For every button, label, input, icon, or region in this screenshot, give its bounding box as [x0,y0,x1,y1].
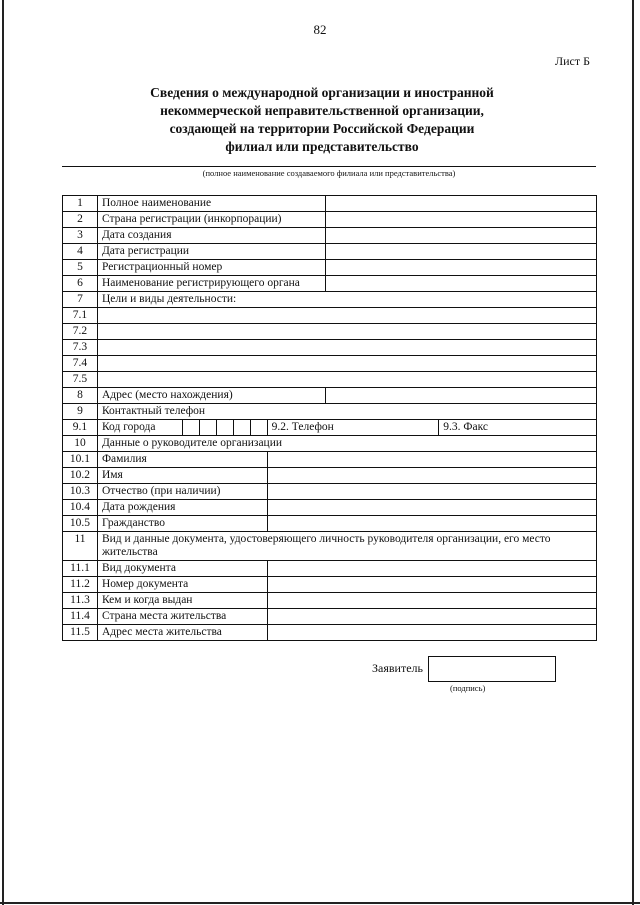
applicant-label: Заявитель [372,661,423,675]
value-field[interactable] [267,516,596,532]
city-code-label: Код города [97,420,182,436]
value-field[interactable] [267,500,596,516]
row-label: Отчество (при наличии) [97,484,267,500]
value-field[interactable] [267,625,596,641]
table-row [63,372,597,388]
row-label: Номер документа [97,577,267,593]
table-row [63,196,597,212]
value-field[interactable] [325,260,596,276]
value-field[interactable] [325,228,596,244]
row-number: 10.3 [63,484,98,500]
row-label: Дата создания [97,228,325,244]
row-label: Страна регистрации (инкорпорации) [97,212,325,228]
table-row [63,532,597,561]
table-row [63,516,597,532]
row-number: 7 [63,292,98,308]
row-number: 9 [63,404,98,420]
table-row [63,561,597,577]
row-number: 10.2 [63,468,98,484]
city-code-digit[interactable] [182,420,199,436]
row-number: 4 [63,244,98,260]
table-row [63,500,597,516]
organization-form-table [62,195,597,641]
value-field[interactable] [325,212,596,228]
row-number: 7.2 [63,324,98,340]
branch-name-line[interactable] [62,166,596,167]
row-number: 10.4 [63,500,98,516]
table-row [63,609,597,625]
row-number: 1 [63,196,98,212]
row-number: 11.2 [63,577,98,593]
activity-field[interactable] [97,324,596,340]
activity-field[interactable] [97,372,596,388]
row-label: Кем и когда выдан [97,593,267,609]
row-label: Цели и виды деятельности: [97,292,596,308]
value-field[interactable] [325,276,596,292]
table-row [63,436,597,452]
row-number: 2 [63,212,98,228]
table-row [63,452,597,468]
page-border-left [2,0,4,905]
row-number: 8 [63,388,98,404]
row-number: 10 [63,436,98,452]
row-number: 7.5 [63,372,98,388]
table-row [63,577,597,593]
activity-field[interactable] [97,340,596,356]
table-row [63,228,597,244]
row-number: 7.3 [63,340,98,356]
table-row [63,420,597,436]
table-row [63,244,597,260]
table-row [63,276,597,292]
title-line: Сведения о международной организации и иностранной [150,85,494,100]
table-row [63,260,597,276]
table-row [63,468,597,484]
row-number: 11.5 [63,625,98,641]
page-number: 82 [313,22,327,37]
signature-hint: (подпись) [450,683,486,693]
table-row [63,212,597,228]
value-field[interactable] [267,452,596,468]
row-number: 7.1 [63,308,98,324]
page-border-right [632,0,634,905]
value-field[interactable] [267,561,596,577]
row-label: Дата рождения [97,500,267,516]
row-label: Фамилия [97,452,267,468]
city-code-digit[interactable] [250,420,267,436]
table-row [63,340,597,356]
table-row [63,356,597,372]
row-label: Адрес (место нахождения) [97,388,325,404]
title-line: создающей на территории Российской Федерации [169,121,475,136]
fax-field[interactable]: 9.3. Факс [439,420,597,436]
table-row [63,625,597,641]
document-title [100,84,544,156]
row-number: 11.1 [63,561,98,577]
value-field[interactable] [267,484,596,500]
row-label: Гражданство [97,516,267,532]
table-row [63,484,597,500]
value-field[interactable] [267,593,596,609]
activity-field[interactable] [97,356,596,372]
table-row [63,324,597,340]
value-field[interactable] [267,468,596,484]
value-field[interactable] [267,609,596,625]
row-label: Дата регистрации [97,244,325,260]
city-code-digit[interactable] [233,420,250,436]
row-number: 3 [63,228,98,244]
sheet-label: Лист Б [555,54,591,68]
table-row [63,593,597,609]
table-row [63,292,597,308]
row-label: Страна места жительства [97,609,267,625]
row-label: Контактный телефон [97,404,596,420]
table-row [63,404,597,420]
signature-field[interactable] [428,656,556,682]
row-label: Регистрационный номер [97,260,325,276]
row-label: Имя [97,468,267,484]
title-line: филиал или представительство [225,139,419,154]
city-code-digit[interactable] [216,420,233,436]
branch-name-hint: (полное наименование создаваемого филиала или представительства) [202,168,456,178]
row-number: 7.4 [63,356,98,372]
table-row [63,388,597,404]
value-field[interactable] [325,244,596,260]
phone-field[interactable]: 9.2. Телефон [267,420,439,436]
row-number: 6 [63,276,98,292]
row-label: Адрес места жительства [97,625,267,641]
row-number: 10.1 [63,452,98,468]
row-label: Наименование регистрирующего органа [97,276,325,292]
row-number: 11 [63,532,98,561]
row-number: 9.1 [63,420,98,436]
row-number: 11.3 [63,593,98,609]
row-label: Полное наименование [97,196,325,212]
activity-field[interactable] [97,308,596,324]
table-row [63,308,597,324]
value-field[interactable] [267,577,596,593]
value-field[interactable] [325,196,596,212]
value-field[interactable] [325,388,596,404]
city-code-digit[interactable] [199,420,216,436]
page-border-bottom [0,902,640,904]
row-label: Вид и данные документа, удостоверяющего личность руководителя организации, его место жительства [97,532,596,561]
row-label: Данные о руководителе организации [97,436,596,452]
row-number: 11.4 [63,609,98,625]
row-number: 5 [63,260,98,276]
row-label: Вид документа [97,561,267,577]
title-line: некоммерческой неправительственной организации, [160,103,484,118]
row-number: 10.5 [63,516,98,532]
